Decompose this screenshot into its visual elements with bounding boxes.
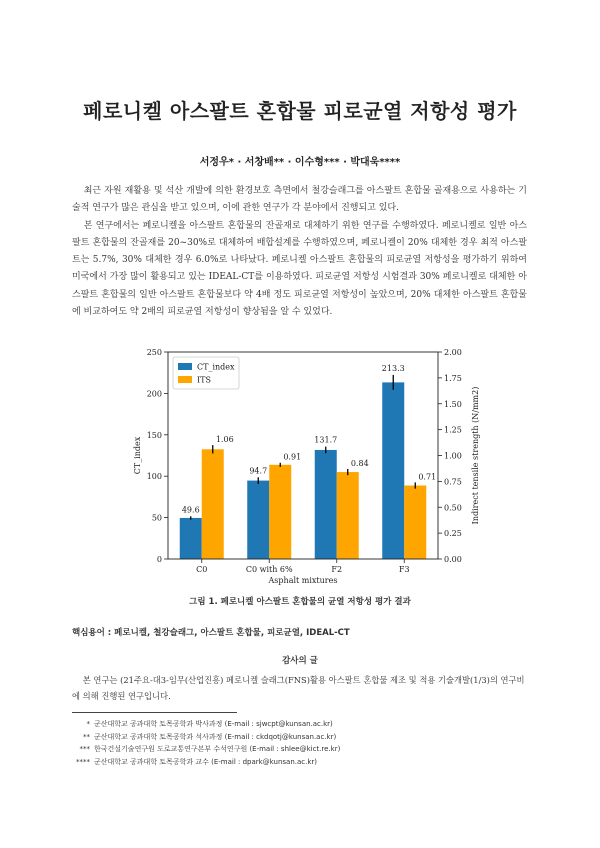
legend-swatch [178,363,192,370]
abstract-paragraph-1: 최근 자원 재활용 및 석산 개발에 의한 환경보호 측면에서 철강슬래그를 아스팔트 혼합물 골재용으로 사용하는 기술적 연구가 많은 관심을 받고 있으며, 이에 관한 연구가 각 분야에서 진행되고 있다. [72,186,527,214]
y2-tick-label: 1.50 [444,399,462,409]
x-tick-label: C0 with 6% [245,565,293,574]
y2-tick-label: 1.75 [444,373,462,383]
y-tick-label: 0 [156,555,162,564]
y2-tick-label: 1.00 [444,451,462,461]
footnote-text: 군산대학교 공과대학 토목공학과 석사과정 (E-mail : ckdqotj@kunsan.ac.kr) [94,732,337,741]
data-label-ct-index: 94.7 [249,466,268,476]
y-tick-label: 100 [146,472,162,482]
footnote [72,718,340,731]
y-tick-label: 50 [151,513,162,523]
x-axis-label: Asphalt mixtures [268,576,338,585]
y-tick-label: 150 [146,430,162,440]
y2-tick-label: 2.00 [444,348,462,357]
footnotes [72,718,340,768]
author-list: 서정우* · 서창배** · 이수형*** · 박대욱**** [199,157,401,168]
y-tick-label: 200 [146,389,162,399]
bar-ct-index [315,450,337,559]
x-tick-label: F3 [398,565,410,574]
footnote-divider [72,712,237,713]
y-axis-label: CT_index [133,436,142,475]
x-tick-label: F2 [331,565,343,574]
y2-tick-label: 0.75 [444,477,462,487]
abstract-paragraph-2: 본 연구에서는 페로니켈을 아스팔트 혼합물의 잔골재로 대체하기 위한 연구를 수행하였다. 페로니켈로 일반 아스팔트 혼합물의 잔골재를 20~30%로 대체하여 배합설계를 수행하였으며, 페로니켈이 20% 대체한 경우 최적 아스팔트는 5.7%, 30% 대체한 경우 6.0%로 나타났다. 페로니켈 아스팔트 혼합물의 피로균열 저항성을 평가하기 위하여 미국에서 가장 많이 활용되고 있는 IDEAL-CT를 이용하였다. 피로균열 저항성 시험결과 30% 페로니켈로 대체한 아스팔트 혼합물의 일반 아스팔트 혼합물보다 약 4배 정도 피로균열 저항성이 높았으며, 20% 대체한 아스팔트 혼합물에 비교하여도 약 2배의 피로균열 저항성이 향상됨을 알 수 있었다. [72,220,527,318]
data-label-its: 0.84 [350,458,369,468]
paper-title: 페로니켈 아스팔트 혼합물 피로균열 저항성 평가 [83,99,517,123]
bar-its [404,486,426,559]
legend-swatch [178,376,192,383]
abstract [72,183,527,321]
keywords: 핵심용어 : 페로니켈, 철강슬래그, 아스팔트 혼합물, 피로균열, IDEAL-CT [72,628,350,638]
ct-index-its-chart [110,340,490,585]
footnote-text: 군산대학교 공과대학 토목공학과 박사과정 (E-mail : sjwcpt@kunsan.ac.kr) [94,720,333,728]
footnote [72,756,340,769]
legend-label: ITS [197,375,211,385]
footnote-mark: ** [83,732,90,741]
footnote-mark: *** [79,745,90,753]
bar-ct-index [382,382,404,559]
data-label-its: 1.06 [215,435,234,445]
figure-caption: 그림 1. 페로니켈 아스팔트 혼합물의 균열 저항성 평가 결과 [189,597,411,607]
footnote [72,743,340,756]
footnote-text: 한국건설기술연구원 도로교통연구본부 수석연구원 (E-mail : shlee@kict.re.kr) [94,745,341,753]
bar-its [202,449,224,559]
footnote-mark: * [86,720,90,728]
data-label-ct-index: 131.7 [314,435,338,445]
bar-ct-index [180,518,202,559]
bar-its [337,472,359,559]
footnote-mark: **** [76,757,90,766]
acknowledgement-text: 본 연구는 (21주요-대3-임무(산업진흥) 페로니켈 슬래그(FNS)활용 아스팔트 혼합물 제조 및 적용 기술개발(1/3)의 연구비에 의해 진행된 연구입니다. [72,675,525,701]
y-tick-label: 250 [146,348,162,357]
data-label-ct-index: 213.3 [381,363,405,373]
acknowledgement-heading: 감사의 글 [282,656,318,666]
data-label-its: 0.91 [283,452,302,462]
y2-tick-label: 0.50 [444,503,462,513]
legend-label: CT_index [197,362,235,372]
y2-tick-label: 0.00 [444,555,462,564]
footnote-text: 군산대학교 공과대학 토목공학과 교수 (E-mail : dpark@kunsan.ac.kr) [94,757,318,766]
y2-tick-label: 0.25 [444,529,462,539]
acknowledgement-body [72,672,527,704]
y2-axis-label: Indirect tensile strength (N/mm2) [471,386,480,525]
bar-ct-index [247,481,269,559]
bar-its [269,465,291,559]
data-label-ct-index: 49.6 [181,505,200,515]
x-tick-label: C0 [196,565,208,574]
y2-tick-label: 1.25 [444,425,462,435]
footnote [72,731,340,744]
data-label-its: 0.71 [418,472,437,482]
